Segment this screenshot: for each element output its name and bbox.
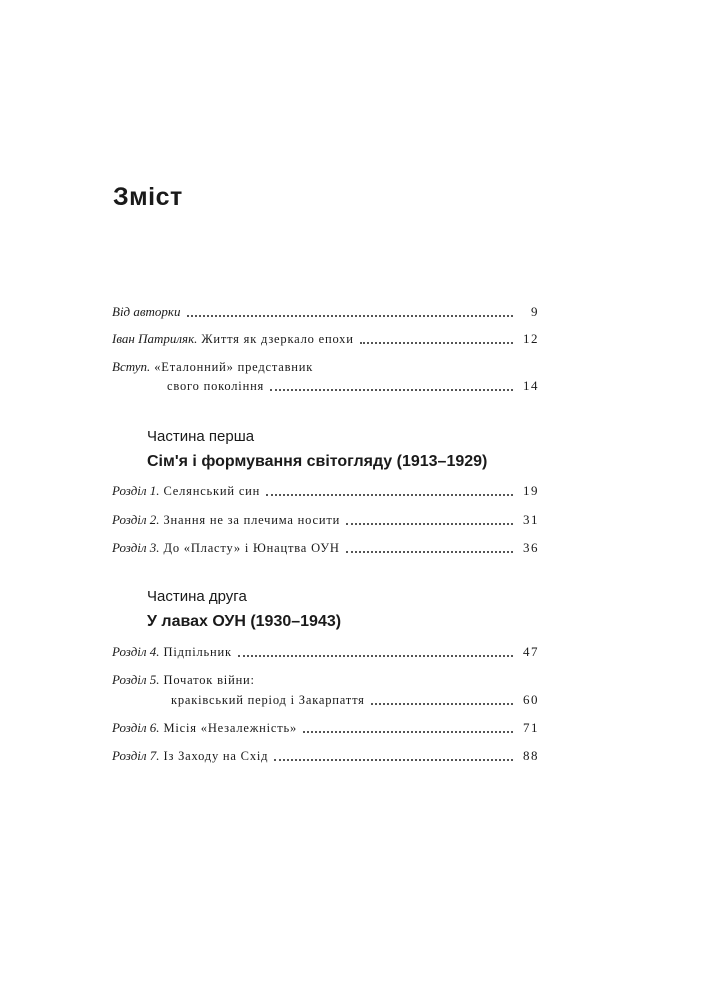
entry-prefix: Іван Патриляк.	[112, 331, 198, 346]
part-heading: Частина перша	[147, 428, 255, 445]
toc-entry-chapter-5-cont[interactable]	[171, 688, 539, 708]
entry-title: Місія «Незалежність»	[159, 721, 298, 735]
entry-title: Знання не за плечима носити	[159, 513, 341, 527]
page-number: 14	[523, 378, 539, 393]
entry-title: До «Пласту» і Юнацтва ОУН	[159, 541, 340, 555]
dot-leader	[238, 655, 513, 657]
toc-entry-chapter-1[interactable]	[112, 479, 539, 499]
entry-prefix: Розділ 7.	[112, 748, 160, 763]
entry-prefix: Розділ 3.	[112, 540, 160, 555]
dot-leader	[360, 342, 513, 344]
entry-prefix: Розділ 1.	[112, 483, 160, 498]
toc-entry-chapter-5[interactable]	[112, 668, 539, 688]
dot-leader	[187, 315, 514, 317]
page-number: 36	[523, 540, 539, 555]
toc-entry-chapter-4[interactable]	[112, 640, 539, 660]
page-number: 31	[523, 512, 539, 527]
page-number: 88	[523, 748, 539, 763]
page-title: Зміст	[113, 183, 183, 211]
part-heading: Частина друга	[147, 588, 247, 605]
page-number: 19	[523, 483, 539, 498]
toc-entry-chapter-7[interactable]	[112, 744, 539, 764]
dot-leader	[371, 703, 513, 705]
part-title: Сім'я і формування світогляду (1913–1929)	[147, 453, 488, 470]
dot-leader	[270, 389, 513, 391]
entry-title: Селянський син	[159, 484, 261, 498]
entry-prefix: Розділ 2.	[112, 512, 160, 527]
toc-entry-foreword[interactable]	[112, 300, 539, 320]
dot-leader	[266, 494, 513, 496]
page-number: 9	[531, 304, 539, 319]
entry-prefix: Розділ 5.	[112, 672, 160, 687]
toc-entry-intro[interactable]	[112, 355, 539, 375]
dot-leader	[346, 523, 513, 525]
part-title: У лавах ОУН (1930–1943)	[147, 613, 342, 630]
entry-title-line2: краківський період і Закарпаття	[171, 693, 365, 707]
toc-entry-intro-cont[interactable]	[167, 374, 539, 394]
toc-entry-chapter-3[interactable]	[112, 536, 539, 556]
entry-prefix: Вступ.	[112, 359, 151, 374]
page-number: 71	[523, 720, 539, 735]
toc-entry-chapter-2[interactable]	[112, 508, 539, 528]
page-number: 60	[523, 692, 539, 707]
page-number: 12	[523, 331, 539, 346]
entry-title: Із Заходу на Схід	[159, 749, 269, 763]
page-number: 47	[523, 644, 539, 659]
toc-entry-patryliak[interactable]	[112, 327, 539, 347]
dot-leader	[303, 731, 513, 733]
entry-prefix: Від авторки	[112, 304, 181, 319]
dot-leader	[274, 759, 513, 761]
entry-title: Життя як дзеркало епохи	[197, 332, 354, 346]
dot-leader	[346, 551, 513, 553]
entry-prefix: Розділ 4.	[112, 644, 160, 659]
toc-entry-chapter-6[interactable]	[112, 716, 539, 736]
entry-title: «Еталонний» представник	[150, 360, 314, 374]
entry-title: Початок війни:	[159, 673, 255, 687]
entry-prefix: Розділ 6.	[112, 720, 160, 735]
entry-title: Підпільник	[159, 645, 232, 659]
entry-title-line2: свого покоління	[167, 379, 265, 393]
